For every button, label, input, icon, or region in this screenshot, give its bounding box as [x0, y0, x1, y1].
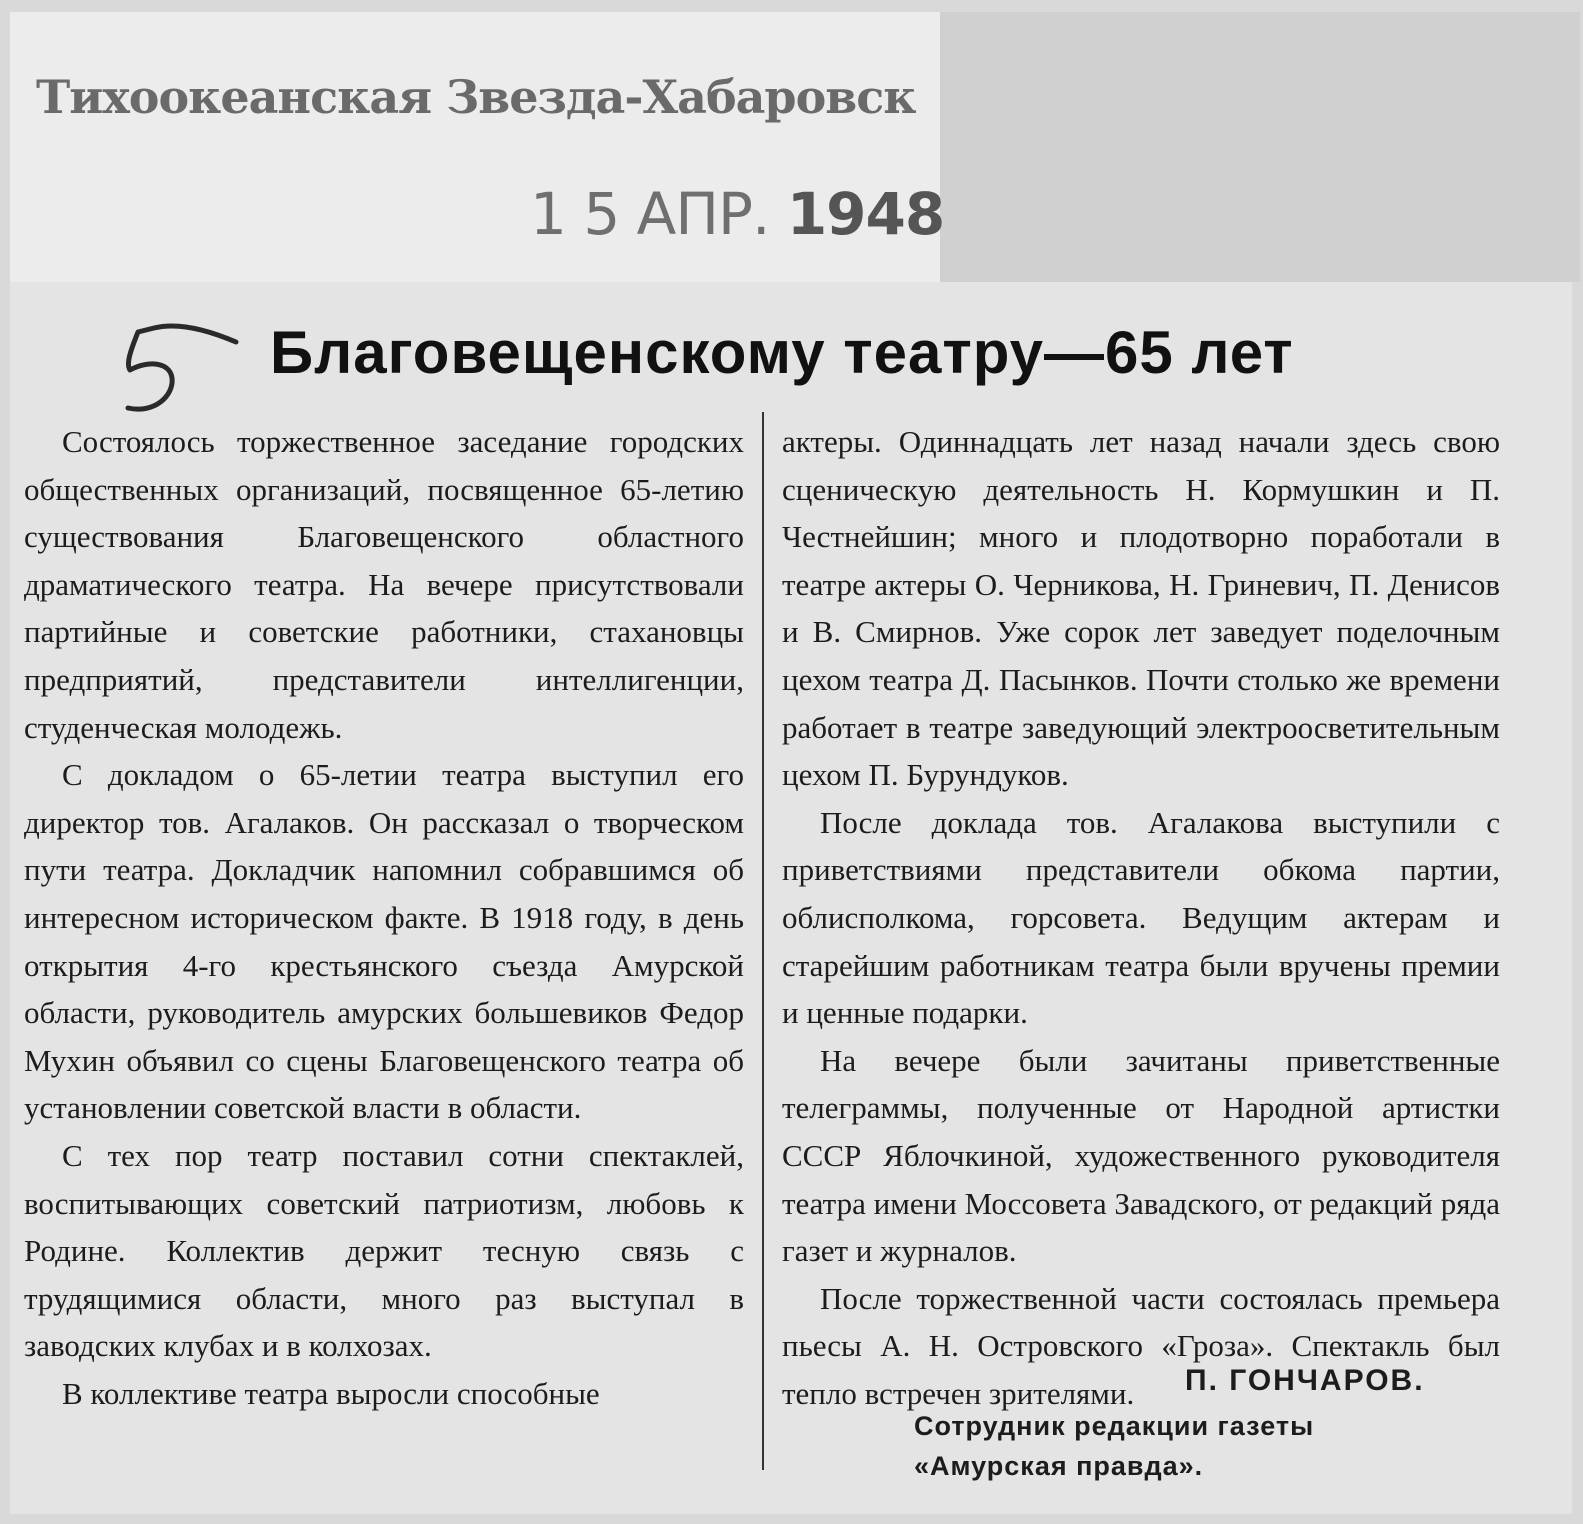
author-affiliation [914, 1406, 1470, 1486]
author-signature: П. ГОНЧАРОВ. [1185, 1364, 1425, 1397]
article-column-right [782, 418, 1500, 1417]
paragraph: На вечере были зачитаны приветственные телеграммы, полученные от Народной артистки СССР Яблочкиной, художественного руководителя театра имени Моссовета Завадского, от редакций ряда газет и журналов. [782, 1042, 1500, 1269]
column-divider [762, 412, 764, 1470]
paragraph: После доклада тов. Агалакова выступили с приветствиями представители обкома партии, облисполкома, горсовета. Ведущим актерам и старейшим работникам театра были вручены премии и ценные подарки. [782, 804, 1500, 1031]
date-stamp [530, 180, 944, 248]
affiliation-line: «Амурская правда». [914, 1451, 1204, 1481]
article-headline: Благовещенскому театру—65 лет [270, 319, 1294, 386]
paragraph: С докладом о 65-летии театра выступил его директор тов. Агалаков. Он рассказал о творческом пути театра. Докладчик напомнил собравшимся об интересном историческом факте. В 1918 году, в день открытия 4-го крестьянского съезда Амурской области, руководитель амурских большевиков Федор Мухин объявил со сцены Благовещенского театра об установлении советской власти в области. [24, 757, 744, 1126]
paragraph: Состоялось торжественное заседание городских общественных организаций, посвященное 65-летию существования Благовещенского областного драматического театра. На вечере присутствовали партийные и советские работники, стахановцы предприятий, представители интеллигенции, студенческая молодежь. [24, 424, 744, 745]
handwritten-number-mark [108, 312, 248, 422]
paragraph: С тех пор театр поставил сотни спектаклей, воспитывающих советский патриотизм, любовь к Родине. Коллектив держит тесную связь с трудящимися области, много раз выступал в заводских клубах и в колхозах. [24, 1137, 744, 1364]
paragraph: После торжественной части состоялась премьера пьесы А. Н. Островского «Гроза». Спектакль был тепло встречен зрителями. [782, 1280, 1500, 1411]
clipping-paper-top [10, 12, 940, 302]
date-stamp-year: 1948 [786, 180, 945, 248]
affiliation-line: Сотрудник редакции газеты [914, 1411, 1315, 1441]
newspaper-source-stamp: Тихоокеанская Звезда-Хабаровск [36, 70, 916, 124]
background-area [940, 12, 1580, 282]
paragraph: В коллективе театра выросли способные [62, 1375, 600, 1411]
article-column-left [24, 418, 744, 1417]
date-stamp-day-month: 1 5 АПР. [530, 180, 770, 248]
paragraph: актеры. Одиннадцать лет назад начали здесь свою сценическую деятельность Н. Кормушкин и П. Честнейшин; много и плодотворно поработали в театре актеры О. Черникова, Н. Гриневич, П. Денисов и В. Смирнов. Уже сорок лет заведует поделочным цехом театра Д. Пасынков. Почти столько же времени работает в театре заведующий электроосветительным цехом П. Бурундуков. [782, 424, 1500, 793]
